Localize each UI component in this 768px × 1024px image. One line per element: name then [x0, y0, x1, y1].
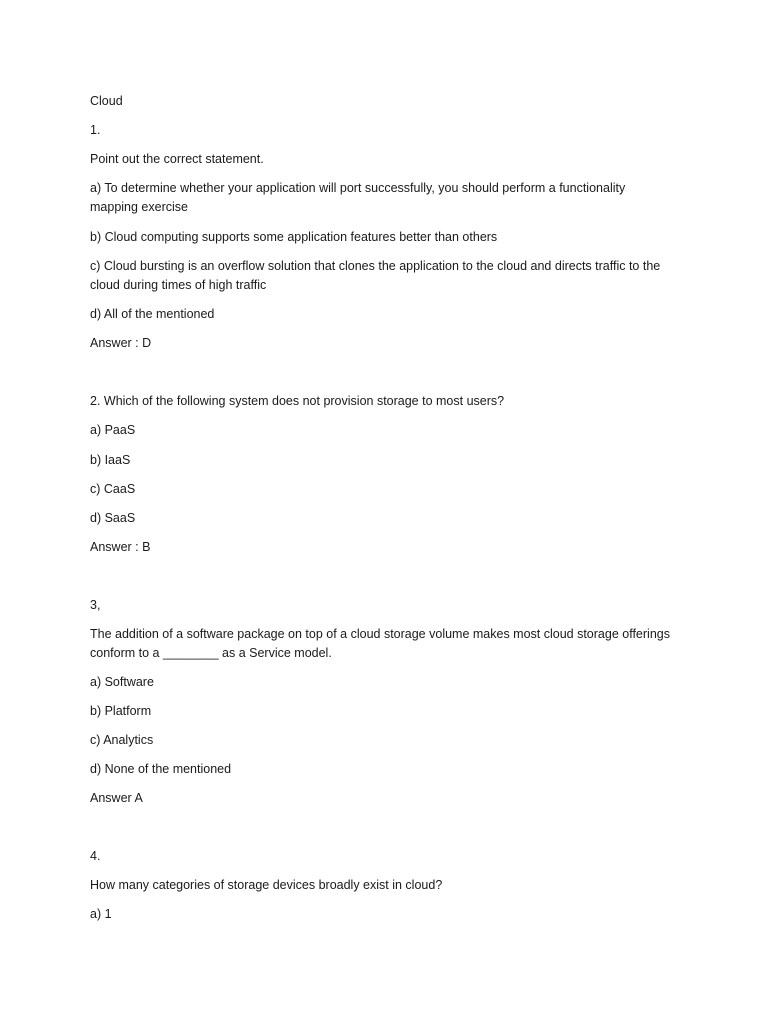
question-1-option-c-line2: cloud during times of high traffic	[90, 278, 267, 292]
question-3-option-c: c) Analytics	[90, 733, 154, 747]
question-1-option-a-line2: mapping exercise	[90, 200, 188, 214]
question-3-option-a: a) Software	[90, 675, 154, 689]
question-3-option-d: d) None of the mentioned	[90, 762, 232, 776]
question-2-option-d: d) SaaS	[90, 511, 136, 525]
question-4-text: How many categories of storage devices broadly exist in cloud?	[90, 878, 443, 892]
document-title: Cloud	[90, 94, 123, 108]
question-1-option-b: b) Cloud computing supports some application features better than others	[90, 230, 498, 244]
question-1-number: 1.	[90, 123, 101, 137]
question-1-answer: Answer : D	[90, 336, 152, 350]
question-4-number: 4.	[90, 849, 101, 863]
question-2-option-a: a) PaaS	[90, 423, 136, 437]
question-3-answer: Answer A	[90, 791, 143, 805]
question-1-text: Point out the correct statement.	[90, 152, 264, 166]
question-1-option-c-line1: c) Cloud bursting is an overflow solution that clones the application to the cloud and directs traffic to the	[90, 259, 661, 273]
question-2-text: 2. Which of the following system does not provision storage to most users?	[90, 394, 505, 408]
question-3-number: 3,	[90, 598, 101, 612]
question-3-text-line2: conform to a ________ as a Service model.	[90, 646, 332, 660]
question-2-option-c: c) CaaS	[90, 482, 136, 496]
question-1-option-a-line1: a) To determine whether your application will port successfully, you should perform a functionality	[90, 181, 626, 195]
question-3-text-line1: The addition of a software package on top of a cloud storage volume makes most cloud storage offerings	[90, 627, 670, 641]
question-3-option-b: b) Platform	[90, 704, 152, 718]
question-1-option-d: d) All of the mentioned	[90, 307, 215, 321]
question-2-answer: Answer : B	[90, 540, 151, 554]
question-2-option-b: b) IaaS	[90, 453, 131, 467]
question-4-option-a: a) 1	[90, 907, 112, 921]
